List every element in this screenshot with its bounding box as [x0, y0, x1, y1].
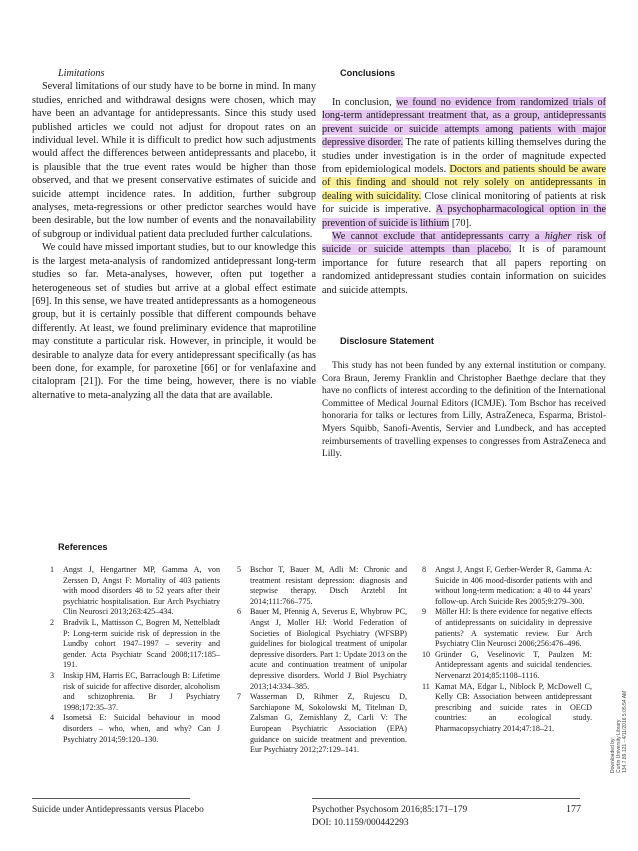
- limitations-heading: Limitations: [58, 68, 105, 79]
- highlight-purple: we found no evidence from randomized trials of long-term antidepressant treatment that, as a group, antidepressants prevent suicide or suicide attempts among patients with major depressive disorder.: [322, 97, 607, 149]
- footer-journal-citation: Psychother Psychosom 2016;85:171–179: [312, 805, 468, 815]
- highlight-text: risk of suicide or suicide attempts than placebo.: [322, 231, 606, 256]
- reference-text: Kamat MA, Edgar L, Niblock P, McDowell C, Kelly CB: Association between antidepressant prescribing and suicide rates in OECD countries: an ecological study. Pharmacopsychiatry 2014;47:18–21.: [435, 681, 592, 733]
- reference-item: [422, 650, 592, 682]
- references-heading: References: [58, 542, 108, 552]
- reference-item: [422, 565, 592, 607]
- footer-article-title: Suicide under Antidepressants versus Placebo: [32, 805, 204, 815]
- reference-number: 1: [50, 565, 55, 574]
- reference-text: Bradvik L, Mattisson C, Bogren M, Nettelbladt P: Long-term suicide risk of depression in the Lundby cohort 1947–1997 – severity and gender. Acta Psychiatr Scand 2008;117:185–191.: [63, 617, 220, 670]
- disclosure-heading: Disclosure Statement: [340, 336, 434, 347]
- watermark-line: 134.7.89.121 - 4/11/2016 5:05:54 AM: [622, 690, 628, 773]
- watermark-line: Downloaded by:: [610, 737, 616, 773]
- reference-item: [237, 607, 407, 692]
- reference-number: 9: [422, 607, 427, 617]
- reference-text: Isometsä E: Suicidal behaviour in mood disorders – who, when, and why? Can J Psychiatry 2014;59:120–130.: [63, 713, 220, 744]
- limitations-paragraph-1: Several limitations of our study have to be borne in mind. In many studies, enriched and withdrawal designs were chosen, which may have been an advantage for antidepressants. Since this study used published articles we could not adjust for dropout rates on an individual level. While it is difficult to predict how such adjustments would affect the differences between antidepressants and placebo, it is plausible that the true event rates would be higher than those observed, and that we present conservative estimates of suicide and suicide attempt incidence rates. In addition, further subgroup analyses, meta-regressions or other predictor searches would have been desirable, but the low number of events and the nonavailability of subgroup or individual patient data precluded further calculations.: [32, 81, 316, 240]
- conclusions-paragraph-2: [322, 230, 606, 297]
- reference-text: Möller HJ: Is there evidence for negative effects of antidepressants on suicidality in depressive patients? A systematic review. Eur Arch Psychiatry Clin Neurosci 2006;256:476–496.: [435, 607, 592, 649]
- download-watermark: [610, 691, 628, 773]
- page-number: 177: [566, 804, 581, 815]
- reference-item: [50, 618, 220, 671]
- reference-number: 4: [50, 713, 55, 723]
- references-column-2: [237, 565, 407, 756]
- highlight-purple: A psychopharmacological option in the prevention of suicide is lithium: [322, 204, 606, 229]
- left-column: [32, 64, 316, 402]
- highlight-yellow: Doctors and patients should be aware of this finding and should not rely solely on antidepressants in dealing with suicidality.: [322, 164, 607, 202]
- reference-item: [237, 692, 407, 756]
- reference-text: Angst J, Angst F, Gerber-Werder R, Gamma A: Suicide in 406 mood-disorder patients with and without long-term medication: a 40 to 44 years' follow-up. Arch Suicide Res 2005;9:279–300.: [435, 565, 592, 606]
- watermark-line: Curtin University Library: [616, 719, 622, 773]
- highlight-emphasis: higher: [544, 231, 572, 243]
- footer-rule-right: [312, 798, 580, 799]
- reference-item: [422, 682, 592, 735]
- reference-item: [50, 671, 220, 713]
- references-column-3: [422, 565, 592, 735]
- reference-item: [50, 713, 220, 745]
- reference-number: 2: [50, 617, 55, 627]
- reference-text: Angst J, Hengartner MP, Gamma A, von Zerssen D, Angst F: Mortality of 403 patients with mood disorders 48 to 52 years after their psychiatric hospitalisation. Eur Arch Psychiatry Clin Neurosci 2013;263:425–434.: [63, 565, 220, 617]
- references-column-1: [50, 565, 220, 745]
- right-column: [322, 64, 606, 461]
- conclusion-text: It is of paramount importance for future research that all papers reporting on randomized antidepressant studies contain information on suicides and suicide attempts.: [322, 244, 606, 296]
- reference-number: 7: [237, 692, 242, 702]
- reference-text: Gründer G, Veselinovic T, Paulzen M: Antidepressant agents and suicidal tendencies. Nervenarzt 2014;85:1108–1116.: [435, 649, 592, 680]
- reference-text: Bschor T, Bauer M, Adli M: Chronic and treatment resistant depression: diagnosis and stepwise therapy. Dtsch Arztebl Int 2014;111:766–775.: [250, 565, 407, 606]
- reference-number: 11: [422, 681, 430, 691]
- reference-item: [237, 565, 407, 607]
- conclusion-text: Close clinical monitoring of patients at risk for suicide is imperative.: [322, 190, 606, 216]
- reference-item: [422, 607, 592, 649]
- conclusion-text: The rate of patients killing themselves during the studies under investigation is in the order of magnitude expected from epidemiological models.: [322, 137, 606, 176]
- limitations-paragraph-2: We could have missed important studies, but to our knowledge this is the largest meta-analysis of randomized antidepressant long-term studies so far. Meta-analyses, however, often put together a heterogeneous set of studies but arrive at a global effect estimate [69]. In this sense, we have treated antidepressants as a homogeneous group, but it is certainly possible that different compounds behave differently. At least, we found preliminary evidence that maprotiline may constitute a particular risk. However, in principle, it would be desirable to analyze data for every antidepressant specifically (as has been done, for example, for paroxetine [66] or for venlafaxine and citalopram [21]). For the time being, however, there is no viable alternative to meta-analyzing all the data that are available.: [32, 242, 316, 401]
- conclusion-text: [70].: [449, 217, 472, 229]
- highlight-text: We cannot exclude that antidepressants carry a: [332, 231, 545, 243]
- footer-rule-left: [32, 798, 190, 799]
- footer-doi: DOI: 10.1159/000442293: [312, 818, 409, 828]
- reference-text: Inskip HM, Harris EC, Barraclough B: Lifetime risk of suicide for affective disorder, alcoholism and schizophrenia. Br J Psychiatry 1998;172:35–37.: [63, 670, 220, 712]
- reference-number: 8: [422, 565, 427, 574]
- reference-number: 10: [422, 649, 431, 659]
- conclusions-heading: Conclusions: [340, 68, 396, 78]
- disclosure-paragraph: This study has not been funded by any external institution or company. Cora Braun, Jeremy Franklin and Christopher Baethge declare that they have no conflicts of interest according to the definition of the International Committee of Medical Journal Editors (ICMJE). Tom Bschor has received honoraria for talks or lectures from Lilly, AstraZeneca, Esparma, Bristol-Myers Squibb, Sanofi-Aventis, Servier and Lundbeck, and has accepted reimbursements of travelling expenses to congresses from AstraZeneca and Lilly.: [322, 361, 606, 460]
- conclusion-text: In conclusion,: [332, 97, 397, 108]
- reference-number: 6: [237, 607, 242, 617]
- reference-text: Wasserman D, Rihmer Z, Rujescu D, Sarchiapone M, Sokolowski M, Titelman D, Zalsman G, Zemishlany Z, Carli V: The European Psychiatric Association (EPA) guidance on suicide treatment and prevention. Eur Psychiatry 2012;27:129–141.: [250, 692, 407, 755]
- conclusions-paragraph-1: [322, 96, 606, 230]
- reference-number: 3: [50, 670, 55, 680]
- reference-item: [50, 565, 220, 618]
- reference-number: 5: [237, 565, 242, 574]
- reference-text: Bauer M, Pfennig A, Severus E, Whybrow PC, Angst J, Moller HJ: World Federation of Societies of Biological Psychiatry (WFSBP) guidelines for biological treatment of unipolar depressive disorders. Part 1: Update 2013 on the acute and continuation treatment of unipolar depressive disorders. World J Biol Psychiatry 2013;14:334–385.: [250, 607, 407, 691]
